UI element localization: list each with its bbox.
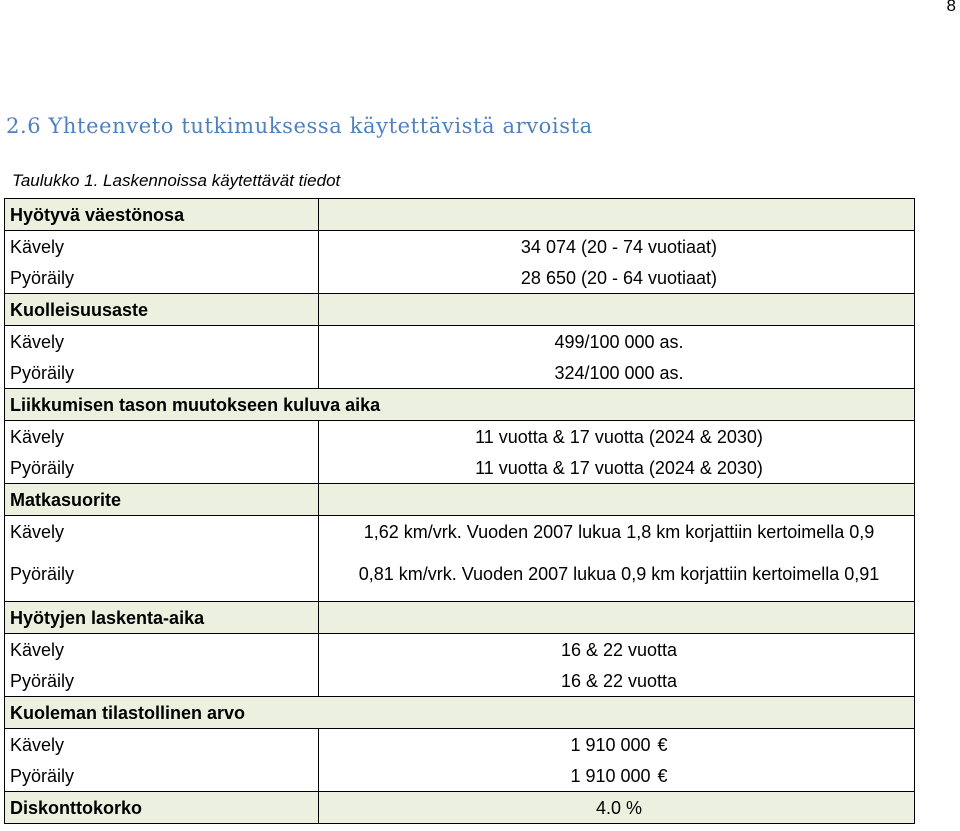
value-amount: 1 910 000 bbox=[570, 734, 651, 755]
row-value: 1,62 km/vrk. Vuoden 2007 lukua 1,8 km korjattiin kertoimella 0,9 bbox=[319, 516, 915, 548]
table-row bbox=[5, 326, 915, 358]
section-title: Kuoleman tilastollinen arvo bbox=[5, 697, 915, 729]
section-header-value-of-statistical-life bbox=[5, 697, 915, 729]
row-label: Kävely bbox=[5, 634, 319, 666]
table-caption: Taulukko 1. Laskennoissa käytettävät tiedot bbox=[12, 171, 341, 190]
row-label: Pyöräily bbox=[5, 262, 319, 294]
section-title: Hyötyvä väestönosa bbox=[5, 199, 319, 231]
row-label: Kävely bbox=[5, 729, 319, 761]
table-row bbox=[5, 357, 915, 389]
row-value: 16 & 22 vuotta bbox=[319, 634, 915, 666]
table-row bbox=[5, 516, 915, 548]
row-value: 28 650 (20 - 64 vuotiaat) bbox=[319, 262, 915, 294]
section-title-spacer bbox=[319, 484, 915, 516]
table-row bbox=[5, 452, 915, 484]
row-value bbox=[319, 760, 915, 792]
discount-label: Diskonttokorko bbox=[5, 792, 319, 824]
row-label: Kävely bbox=[5, 421, 319, 453]
values-table bbox=[4, 198, 915, 824]
page-number: 8 bbox=[946, 0, 956, 15]
row-label: Kävely bbox=[5, 231, 319, 263]
table-row bbox=[5, 634, 915, 666]
row-value: 11 vuotta & 17 vuotta (2024 & 2030) bbox=[319, 452, 915, 484]
euro-sign: € bbox=[657, 765, 668, 786]
row-label: Kävely bbox=[5, 326, 319, 358]
row-value: 16 & 22 vuotta bbox=[319, 665, 915, 697]
table-row bbox=[5, 421, 915, 453]
section-title-spacer bbox=[319, 199, 915, 231]
row-value: 0,81 km/vrk. Vuoden 2007 lukua 0,9 km korjattiin kertoimella 0,91 bbox=[319, 547, 915, 602]
row-value: 324/100 000 as. bbox=[319, 357, 915, 389]
section-title: Liikkumisen tason muutokseen kuluva aika bbox=[5, 389, 915, 421]
row-value: 499/100 000 as. bbox=[319, 326, 915, 358]
euro-sign: € bbox=[657, 734, 668, 755]
row-label: Pyöräily bbox=[5, 357, 319, 389]
value-amount: 1 910 000 bbox=[570, 765, 651, 786]
section-title: Kuolleisuusaste bbox=[5, 294, 319, 326]
row-value bbox=[319, 729, 915, 761]
section-heading: 2.6 Yhteenveto tutkimuksessa käytettävistä arvoista bbox=[6, 114, 593, 138]
discount-value: 4.0 % bbox=[319, 792, 915, 824]
section-header-calculation-period bbox=[5, 602, 915, 634]
table-row bbox=[5, 729, 915, 761]
discount-rate-row bbox=[5, 792, 915, 824]
table-row bbox=[5, 665, 915, 697]
row-label: Pyöräily bbox=[5, 547, 319, 602]
section-header-mortality-rate bbox=[5, 294, 915, 326]
section-title-spacer bbox=[319, 294, 915, 326]
row-value: 34 074 (20 - 74 vuotiaat) bbox=[319, 231, 915, 263]
section-title: Matkasuorite bbox=[5, 484, 319, 516]
section-header-trip-distance bbox=[5, 484, 915, 516]
row-value: 11 vuotta & 17 vuotta (2024 & 2030) bbox=[319, 421, 915, 453]
table-row bbox=[5, 231, 915, 263]
section-title-spacer bbox=[319, 602, 915, 634]
row-label: Pyöräily bbox=[5, 760, 319, 792]
table-row bbox=[5, 262, 915, 294]
section-header-beneficiary-population bbox=[5, 199, 915, 231]
row-label: Pyöräily bbox=[5, 452, 319, 484]
table-row bbox=[5, 547, 915, 602]
table-row bbox=[5, 760, 915, 792]
section-title: Hyötyjen laskenta-aika bbox=[5, 602, 319, 634]
row-label: Pyöräily bbox=[5, 665, 319, 697]
row-label: Kävely bbox=[5, 516, 319, 548]
section-header-change-period bbox=[5, 389, 915, 421]
